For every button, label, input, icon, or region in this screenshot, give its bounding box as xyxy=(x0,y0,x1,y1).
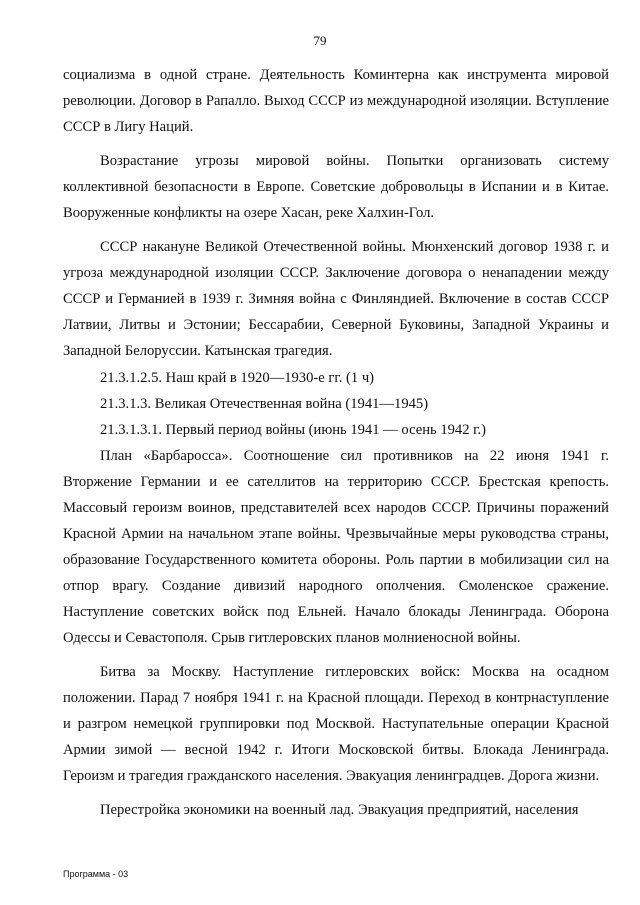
paragraph: Возрастание угрозы мировой войны. Попытки организовать систему коллективной безопасности в Европе. Советские добровольцы в Испании и в Китае. Вооруженные конфликты на озере Хасан, реке Халхин-Гол. xyxy=(63,153,609,221)
section-heading: 21.3.1.2.5. Наш край в 1920—1930-е гг. (1 ч) xyxy=(100,370,375,386)
section-heading: 21.3.1.3.1. Первый период войны (июнь 1941 — осень 1942 г.) xyxy=(100,422,486,438)
paragraph: Перестройка экономики на военный лад. Эвакуация предприятий, населения xyxy=(100,802,579,818)
paragraph-continuation: социализма в одной стране. Деятельность Коминтерна как инструмента мировой революции. Договор в Рапалло. Выход СССР из международной изоляции. Вступление СССР в Лигу Наций. xyxy=(63,67,609,135)
paragraph: План «Барбаросса». Соотношение сил противников на 22 июня 1941 г. Вторжение Германии и ее сателлитов на территорию СССР. Брестская крепость. Массовый героизм воинов, представителей всех народов СССР. Причины поражений Красной Армии на начальном этапе войны. Чрезвычайные меры руководства страны, образование Государственного комитета обороны. Роль партии в мобилизации сил на отпор врагу. Создание дивизий народного ополчения. Смоленское сражение. Наступление советских войск под Ельней. Начало блокады Ленинграда. Оборона Одессы и Севастополя. Срыв гитлеровских планов молниеносной войны. xyxy=(63,448,609,646)
paragraph: СССР накануне Великой Отечественной войны. Мюнхенский договор 1938 г. и угроза международной изоляции СССР. Заключение договора о ненападении между СССР и Германией в 1939 г. Зимняя война с Финляндией. Включение в состав СССР Латвии, Литвы и Эстонии; Бессарабии, Северной Буковины, Западной Украины и Западной Белоруссии. Катынская трагедия. xyxy=(63,239,609,359)
section-heading: 21.3.1.3. Великая Отечественная война (1941—1945) xyxy=(100,396,429,412)
page-number: 79 xyxy=(313,33,327,48)
body-text xyxy=(63,62,609,824)
footer-label: Программа - 03 xyxy=(63,869,129,879)
paragraph: Битва за Москву. Наступление гитлеровских войск: Москва на осадном положении. Парад 7 ноября 1941 г. на Красной площади. Переход в контрнаступление и разгром немецкой группировки под Москвой. Наступательные операции Красной Армии зимой — весной 1942 г. Итоги Московской битвы. Блокада Ленинграда. Героизм и трагедия гражданского населения. Эвакуация ленинградцев. Дорога жизни. xyxy=(63,664,609,784)
